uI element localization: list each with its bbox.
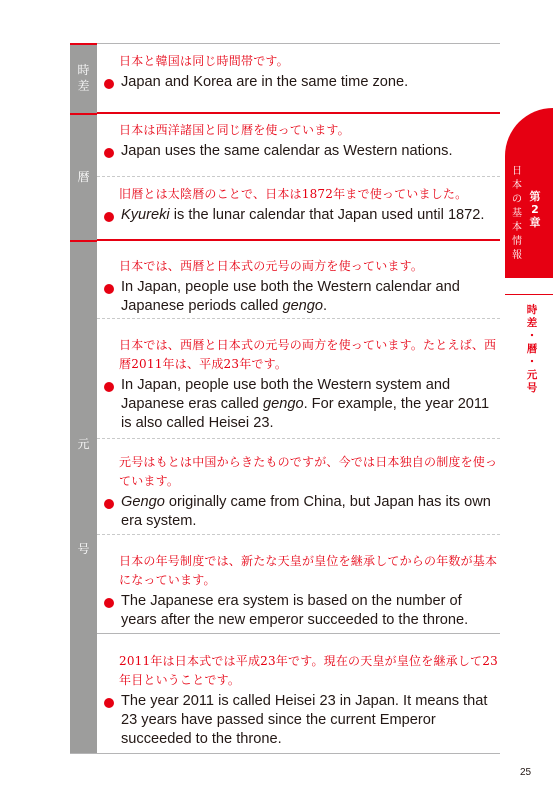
section-char: 元 xyxy=(526,369,538,381)
row-divider xyxy=(97,176,500,177)
book-title-char: 本 xyxy=(512,180,522,191)
book-title-vertical xyxy=(510,165,524,263)
section-label-vertical xyxy=(523,304,541,395)
book-title-char: の xyxy=(512,194,522,205)
english-line xyxy=(97,278,500,316)
english-sentence xyxy=(121,142,500,161)
english-text-tail: . For example, the year 2011 is also called Heisei 23. xyxy=(121,396,490,431)
category-jisa xyxy=(70,43,97,113)
row-divider xyxy=(97,43,500,44)
row-divider xyxy=(97,112,500,114)
phrase-table xyxy=(70,43,500,753)
section-char: 時 xyxy=(526,304,538,316)
category-gengo-char-1: 元 xyxy=(77,436,90,451)
chapter-char: 第 xyxy=(529,190,541,203)
row-divider xyxy=(97,534,500,535)
english-text: Japan and Korea are in the same time zone. xyxy=(121,74,409,90)
book-title-char: 基 xyxy=(512,208,522,219)
book-title-char: 日 xyxy=(512,166,522,177)
list-item xyxy=(97,185,500,225)
section-char: 差 xyxy=(526,317,538,329)
category-koyomi-char: 暦 xyxy=(77,169,90,184)
table-bottom-border xyxy=(70,753,500,754)
bullet-dot-icon xyxy=(104,284,114,294)
english-text: originally came from China, but Japan has its own era system. xyxy=(121,494,491,529)
section-char: ・ xyxy=(526,356,538,368)
japanese-sentence: 日本の年号制度では、新たな天皇が皇位を継承してからの年数が基本になっています。 xyxy=(119,554,498,587)
page-number: 25 xyxy=(520,767,532,778)
english-text: The year 2011 is called Heisei 23 in Japan. It means that 23 years have passed since the current Emperor succeeded to the throne. xyxy=(121,693,488,747)
bullet-dot-icon xyxy=(104,212,114,222)
english-line xyxy=(97,206,500,225)
list-item xyxy=(97,552,500,630)
bullet-dot-icon xyxy=(104,499,114,509)
japanese-sentence: 元号はもとは中国からきたものですが、今では日本独自の制度を使っています。 xyxy=(119,455,498,488)
chapter-label-vertical xyxy=(527,190,543,229)
english-line xyxy=(97,376,500,433)
japanese-sentence: 日本では、西暦と日本式の元号の両方を使っています。たとえば、西暦2011年は、平成23年です。 xyxy=(119,338,497,371)
english-italic-term: gengo xyxy=(282,298,324,314)
section-char: 号 xyxy=(526,382,538,394)
english-italic-term: Kyureki xyxy=(121,207,170,223)
japanese-sentence: 日本では、西暦と日本式の元号の両方を使っています。 xyxy=(119,259,424,273)
bullet-dot-icon xyxy=(104,79,114,89)
bullet-dot-icon xyxy=(104,148,114,158)
list-item xyxy=(97,652,500,749)
category-jisa-char-1: 時 xyxy=(77,63,90,78)
row-divider xyxy=(97,438,500,439)
japanese-sentence: 2011年は日本式では平成23年です。現在の天皇が皇位を継承して23年目ということです。 xyxy=(119,654,498,687)
list-item xyxy=(97,257,500,316)
english-sentence xyxy=(121,692,500,749)
category-jisa-char-2: 差 xyxy=(77,79,90,93)
japanese-sentence: 日本と韓国は同じ時間帯です。 xyxy=(119,54,289,68)
english-italic-term: Gengo xyxy=(121,494,165,510)
book-title-char: 報 xyxy=(512,250,522,261)
english-text-tail: . xyxy=(323,298,328,314)
english-sentence xyxy=(121,592,500,630)
list-item xyxy=(97,121,500,161)
english-text: In Japan, people use both the Western calendar and Japanese periods called xyxy=(121,279,460,314)
japanese-sentence: 日本は西洋諸国と同じ暦を使っています。 xyxy=(119,123,350,137)
row-divider xyxy=(97,633,500,634)
list-item xyxy=(97,453,500,531)
section-rule xyxy=(505,294,553,295)
list-item xyxy=(97,52,500,92)
english-line xyxy=(97,493,500,531)
bullet-dot-icon xyxy=(104,698,114,708)
english-sentence xyxy=(121,493,500,531)
japanese-sentence: 旧暦とは太陰暦のことで、日本は1872年まで使っていました。 xyxy=(119,187,468,201)
category-gengo-char-2: 号 xyxy=(77,542,90,557)
english-text: is the lunar calendar that Japan used until 1872. xyxy=(169,207,485,223)
section-char: ・ xyxy=(526,330,538,342)
english-text: Japan uses the same calendar as Western nations. xyxy=(121,143,453,159)
section-char: 暦 xyxy=(526,343,538,355)
english-sentence xyxy=(121,73,500,92)
english-sentence xyxy=(121,376,500,433)
bullet-dot-icon xyxy=(104,598,114,608)
english-text: In Japan, people use both the Western system and Japanese eras called xyxy=(121,377,451,412)
row-divider xyxy=(97,239,500,241)
english-sentence xyxy=(121,206,500,225)
english-line xyxy=(97,73,500,92)
list-item xyxy=(97,336,500,433)
english-sentence xyxy=(121,278,500,316)
book-title-char: 本 xyxy=(512,222,522,233)
bullet-dot-icon xyxy=(104,382,114,392)
category-koyomi xyxy=(70,113,97,240)
chapter-char: 2 xyxy=(531,203,539,216)
english-line xyxy=(97,592,500,630)
row-divider xyxy=(97,318,500,319)
category-gengo xyxy=(70,240,97,753)
english-text: The Japanese era system is based on the number of years after the new emperor succeeded to the throne. xyxy=(121,593,469,628)
english-line xyxy=(97,142,500,161)
english-italic-term: gengo xyxy=(262,396,304,412)
chapter-char: 章 xyxy=(529,216,541,229)
english-line xyxy=(97,692,500,749)
book-title-char: 情 xyxy=(512,236,522,247)
